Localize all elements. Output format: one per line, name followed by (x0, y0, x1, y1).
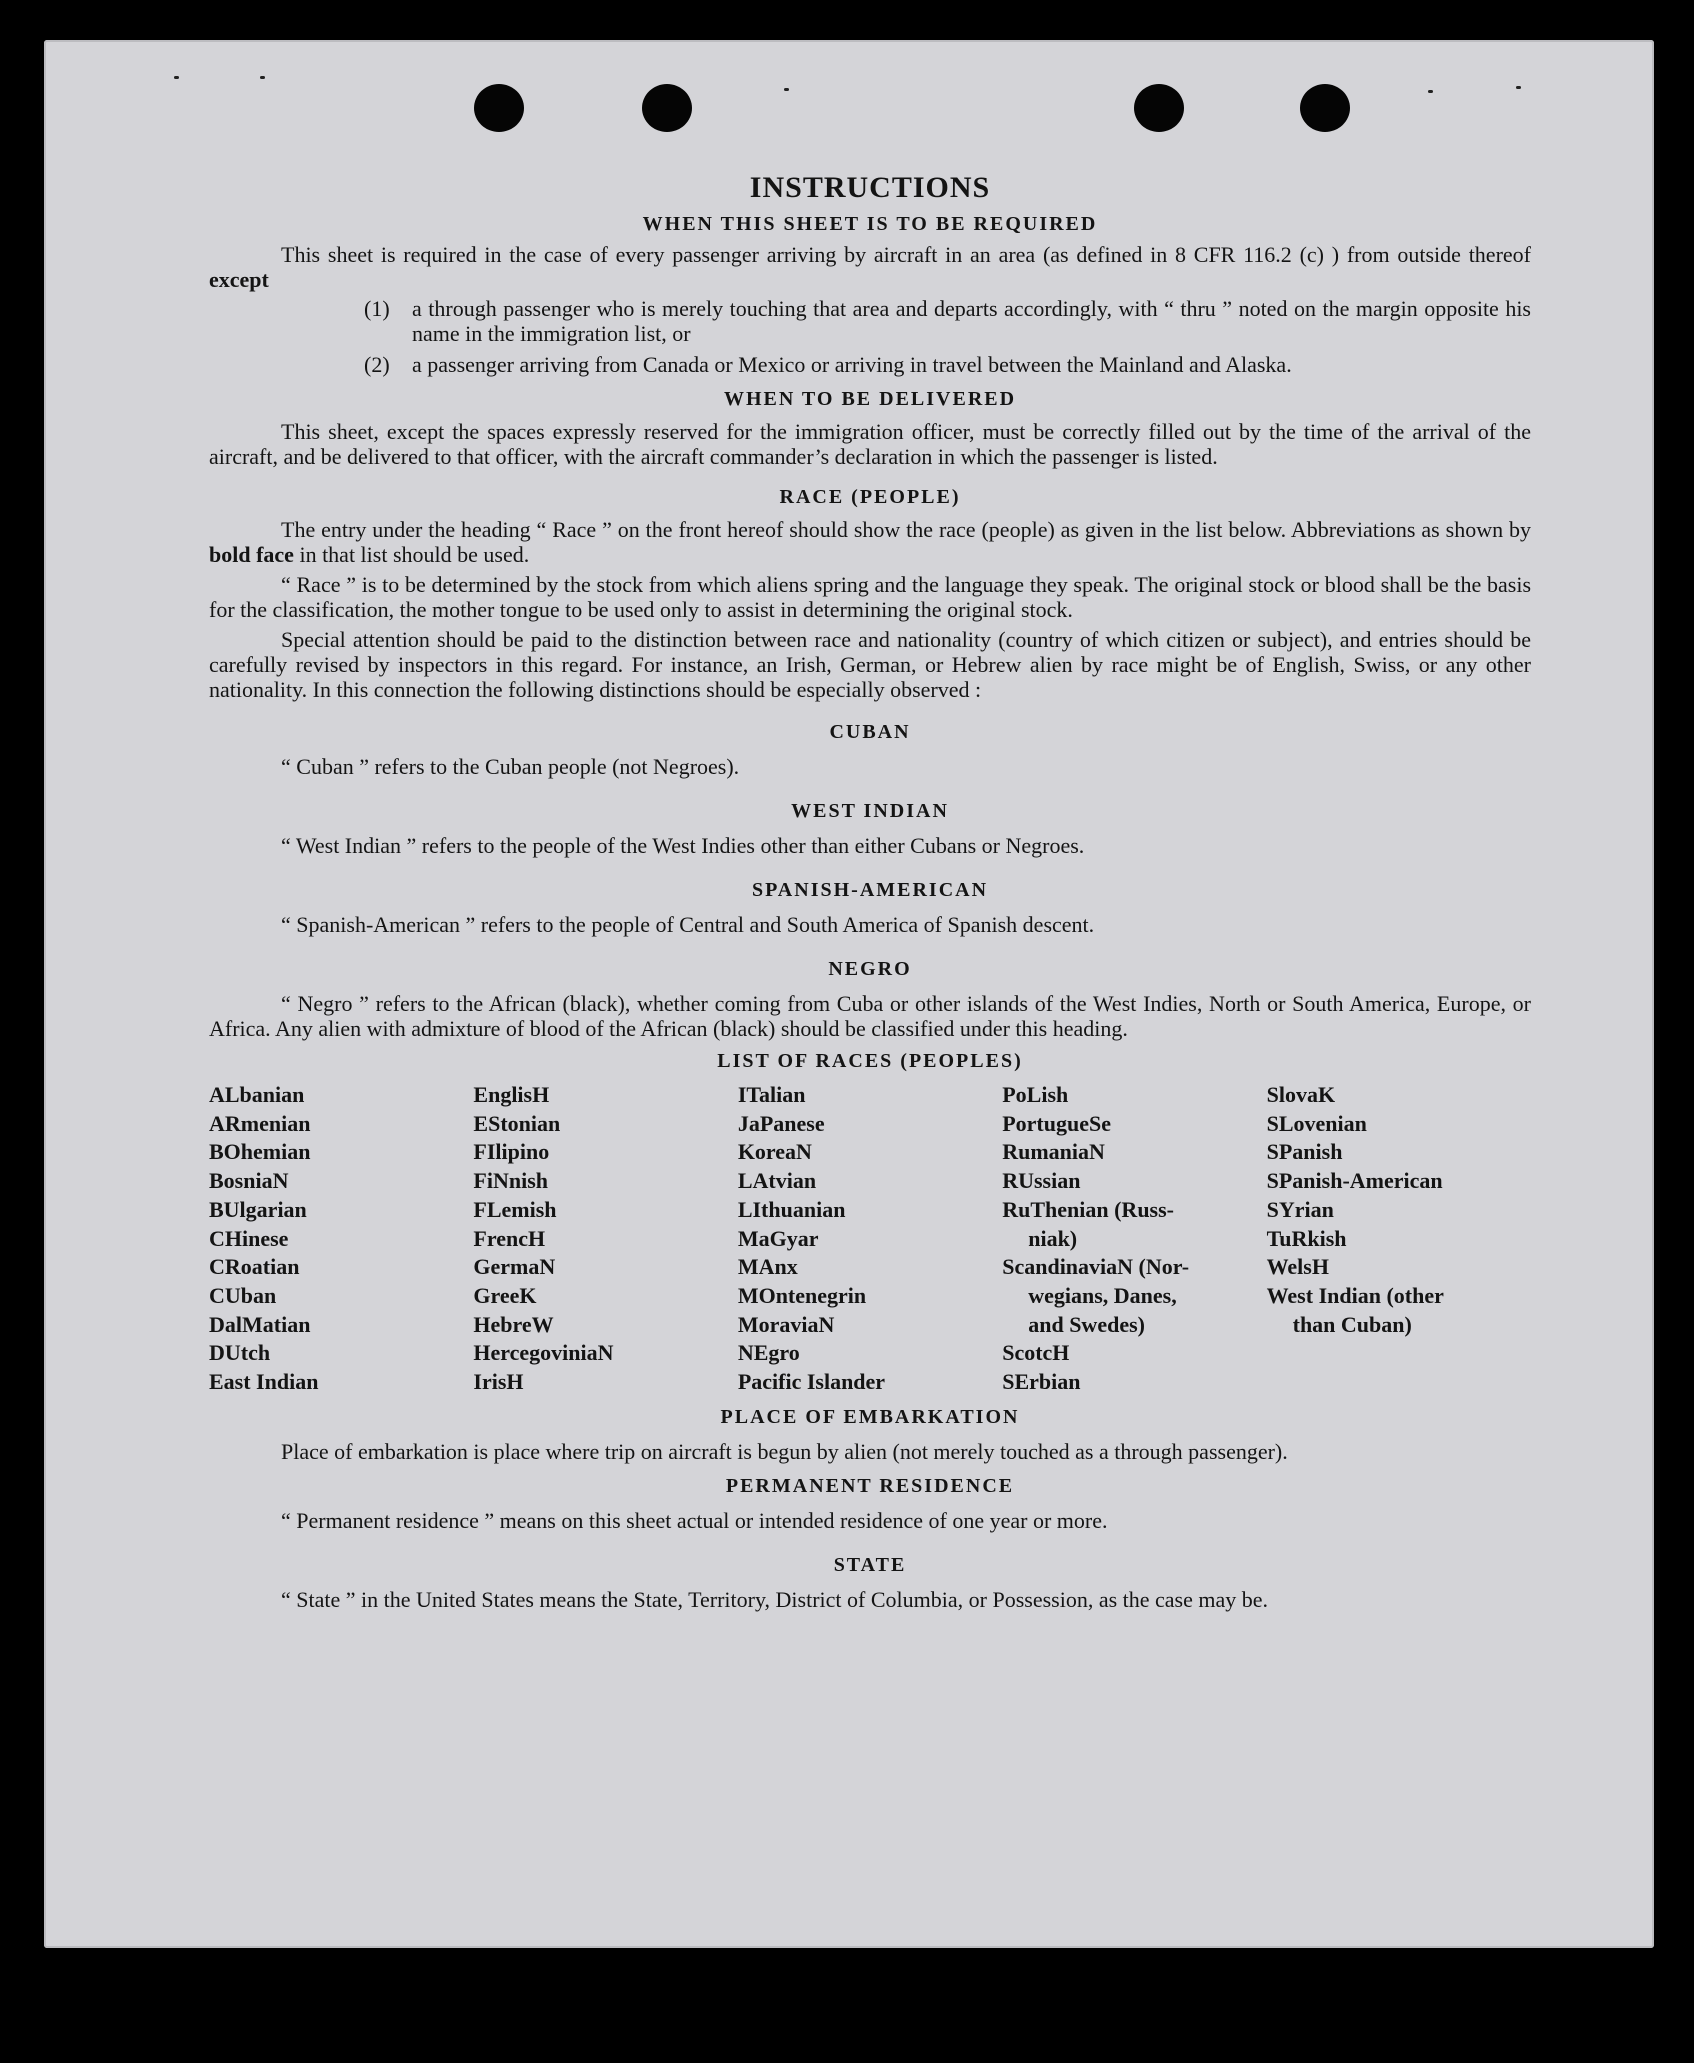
race-entry: ScotcH (1002, 1340, 1070, 1366)
races-column (738, 1081, 1002, 1397)
embarkation-text: Place of embarkation is place where trip on aircraft is begun by alien (not merely touched as a through passenger). (281, 1438, 1288, 1464)
race-entry: FiNnish (473, 1168, 548, 1194)
punch-hole (1134, 84, 1184, 132)
races-column (209, 1081, 473, 1397)
race-entry: RumaniaN (1002, 1139, 1105, 1165)
race-entry: WelsH (1266, 1254, 1329, 1280)
race-entry: West Indian (other (1266, 1282, 1444, 1308)
races-list (209, 1081, 1531, 1397)
paper-speck (174, 76, 179, 79)
race-entry: EStonian (473, 1110, 561, 1136)
required-intro-text: This sheet is required in the case of every passenger arriving by aircraft in an area (as defined in 8 CFR 116.2 (c) ) from outside thereof (281, 242, 1531, 267)
race-entry: SErbian (1002, 1369, 1081, 1395)
page-title: INSTRUCTIONS (749, 171, 991, 204)
list-of-races-heading: LIST OF RACES (PEOPLES) (717, 1050, 1023, 1072)
races-column (1002, 1081, 1266, 1397)
race-entry: SLovenian (1266, 1110, 1367, 1136)
race-entry: Pacific Islander (737, 1369, 886, 1395)
section-heading-cuban: CUBAN (829, 721, 911, 743)
delivered-text: This sheet, except the spaces expressly reserved for the immigration officer, must be correctly filled out by the time of the arrival of the aircraft, and be delivered to that officer, with the aircraft commander’s declaration in which the passenger is listed. (209, 419, 1531, 469)
race-entry: SYrian (1266, 1196, 1334, 1222)
race-entry: ALbanian (209, 1082, 305, 1107)
paper-speck (1516, 86, 1521, 89)
section-heading-negro: NEGRO (828, 958, 912, 980)
race-entry: FIlipino (473, 1139, 550, 1165)
cuban-text: “ Cuban ” refers to the Cuban people (not Negroes). (281, 754, 740, 779)
race-entry: wegians, Danes, (1028, 1282, 1177, 1308)
race-entry: MoraviaN (737, 1311, 835, 1337)
race-entry: BOhemian (209, 1139, 311, 1165)
spanish-american-text: “ Spanish-American ” refers to the people of Central and South America of Spanish descent. (281, 912, 1095, 937)
race-paragraph-3: Special attention should be paid to the distinction between race and nationality (country of which citizen or subject), and entries should be carefully revised by inspectors in this regard. For instance, an Irish, German, or Hebrew alien by race might be of English, Swiss, or any other nationality. In this connection the following distinctions should be especially observed : (209, 627, 1531, 702)
punch-hole (1300, 84, 1350, 132)
race-entry: HebreW (473, 1311, 554, 1337)
race-p1-text-end: in that list should be used. (299, 542, 530, 567)
race-entry: DUtch (209, 1340, 271, 1366)
residence-text: “ Permanent residence ” means on this sheet actual or intended residence of one year or more. (281, 1507, 1108, 1533)
state-text: “ State ” in the United States means the State, Territory, District of Columbia, or Possession, as the case may be. (281, 1586, 1269, 1612)
race-entry: MAnx (737, 1254, 798, 1280)
race-entry: SPanish (1266, 1139, 1343, 1165)
race-entry: CHinese (209, 1225, 289, 1251)
race-entry: CRoatian (209, 1254, 300, 1280)
race-entry: KoreaN (737, 1139, 812, 1165)
race-entry: and Swedes) (1028, 1311, 1145, 1337)
race-entry: SPanish-American (1266, 1168, 1443, 1194)
item-number: (1) (364, 296, 390, 321)
race-entry: RUssian (1002, 1168, 1081, 1194)
race-entry: ScandinaviaN (Nor- (1002, 1254, 1190, 1280)
section-heading-delivered: WHEN TO BE DELIVERED (723, 388, 1017, 410)
race-entry: DalMatian (209, 1311, 311, 1337)
race-entry: GreeK (473, 1282, 537, 1308)
race-entry: CUban (209, 1282, 277, 1308)
race-entry: BosniaN (209, 1168, 289, 1194)
race-entry: FLemish (473, 1196, 557, 1222)
race-entry: BUlgarian (209, 1196, 307, 1222)
race-entry: RuThenian (Russ- (1002, 1196, 1174, 1222)
paper-speck (1428, 90, 1433, 93)
race-entry: SlovaK (1266, 1082, 1336, 1107)
section-heading-spanish-american: SPANISH-AMERICAN (751, 879, 989, 901)
required-item (364, 352, 1531, 377)
race-entry: LAtvian (737, 1168, 817, 1194)
required-item (364, 296, 1531, 346)
race-p1-bold: bold face (209, 542, 294, 567)
item-text: a passenger arriving from Canada or Mexico or arriving in travel between the Mainland and Alaska. (412, 352, 1292, 377)
race-entry: NEgro (737, 1340, 800, 1366)
section-heading-west-indian: WEST INDIAN (791, 800, 949, 822)
paper-speck (784, 88, 789, 91)
race-p1-text: The entry under the heading “ Race ” on the front hereof should show the race (people) as given in the list below. Abbreviations as shown by (281, 517, 1531, 542)
race-paragraph-2: “ Race ” is to be determined by the stock from which aliens spring and the language they speak. The original stock or blood shall be the basis for the classification, the mother tongue to be used only to assist in determining the original stock. (209, 572, 1531, 622)
race-entry: ARmenian (209, 1110, 311, 1136)
races-column (473, 1081, 737, 1397)
races-column (1267, 1081, 1531, 1397)
race-entry: East Indian (209, 1369, 319, 1395)
negro-text: “ Negro ” refers to the African (black), whether coming from Cuba or other islands of the West Indies, North or South America, Europe, or Africa. Any alien with admixture of blood of the African (black) should be classified under this heading. (209, 991, 1531, 1041)
required-intro (209, 242, 1531, 292)
section-heading-race: RACE (PEOPLE) (779, 486, 961, 508)
race-paragraph-1 (209, 517, 1531, 567)
race-entry: MOntenegrin (737, 1282, 867, 1308)
section-heading-state: STATE (833, 1553, 907, 1576)
race-entry: HercegoviniaN (473, 1340, 614, 1366)
race-entry: LIthuanian (737, 1196, 846, 1222)
punch-hole (642, 84, 692, 132)
race-entry: GermaN (473, 1254, 556, 1280)
instructions-body (209, 170, 1531, 1612)
race-entry: than Cuban) (1292, 1311, 1412, 1337)
race-entry: EnglisH (473, 1082, 550, 1107)
section-heading-embarkation: PLACE OF EMBARKATION (720, 1405, 1020, 1428)
west-indian-text: “ West Indian ” refers to the people of the West Indies other than either Cubans or Negroes. (281, 833, 1085, 858)
race-entry: JaPanese (737, 1110, 825, 1136)
section-heading-residence: PERMANENT RESIDENCE (725, 1474, 1015, 1497)
item-number: (2) (364, 352, 390, 377)
race-entry: niak) (1028, 1225, 1078, 1251)
race-entry: TuRkish (1266, 1225, 1347, 1251)
section-heading-required: WHEN THIS SHEET IS TO BE REQUIRED (642, 213, 1098, 235)
race-entry: FrencH (473, 1225, 546, 1251)
race-entry: ITalian (737, 1082, 806, 1107)
required-intro-bold: except (209, 267, 269, 292)
document-sheet (44, 40, 1654, 1948)
race-entry: PoLish (1002, 1082, 1069, 1107)
punch-hole (474, 84, 524, 132)
item-text: a through passenger who is merely touching that area and departs accordingly, with “ thru ” noted on the margin opposite his name in the immigration list, or (412, 296, 1531, 346)
paper-speck (260, 76, 265, 79)
race-entry: IrisH (473, 1369, 524, 1395)
race-entry: PortugueSe (1002, 1110, 1111, 1136)
race-entry: MaGyar (737, 1225, 819, 1251)
